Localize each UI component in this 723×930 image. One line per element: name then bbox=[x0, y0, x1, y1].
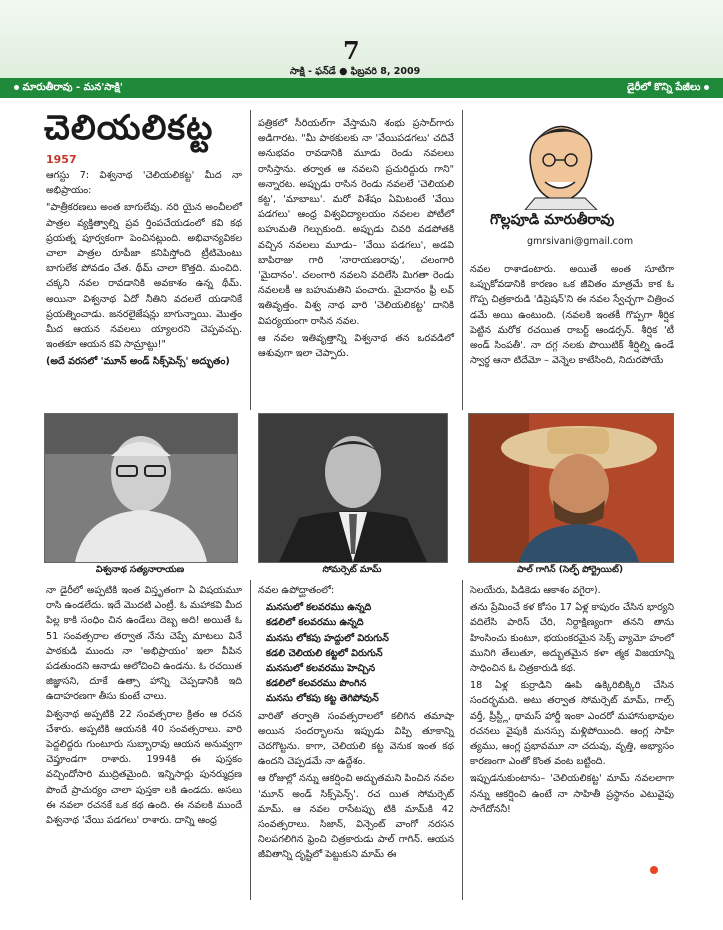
author-caricature bbox=[505, 112, 615, 210]
column-divider bbox=[462, 580, 463, 900]
poem-line: మనసు లోకపు హద్దులో విరుగున్ bbox=[266, 632, 389, 644]
column-1-top bbox=[46, 168, 242, 372]
column-divider bbox=[250, 110, 251, 410]
paragraph: నా డైరీలో అప్పటికి ఇంత విస్తృతంగా ఏ విషయమూ రాసి ఉండలేదు. ఇదే మొదటి ఎంట్రీ. ఓ మహాకవి మీద పిల్ల కాకి సంధిం చిన ఉండేలు దెబ్బ అది! అయితే ఓ 51 సంవత్సరాల తర్వాత నేను చెప్పే మాటలు వినే పాఠకుడి ముందు నా 'అభిప్రాయం' ఇలా వీపిన పడతుందని ఆనాడు ఆలోచించి ఉండను. ఓ రచయిత జిజ్ఞాసని, దూకే ఉత్సా హాన్ని చెప్పడానికి ఇది ఉదాహరణగా తీసు కుంటే చాలు. bbox=[46, 585, 242, 703]
portrait-viswanatha-image bbox=[45, 414, 237, 562]
photo-caption: పాల్ గాగిన్ (సెల్ఫ్ పోర్ట్రెయిట్) bbox=[516, 565, 624, 575]
poem-line: మనసులో కలవరము హెచ్చిన bbox=[266, 663, 376, 675]
portrait-maugham bbox=[258, 413, 448, 563]
paragraph: ఇప్పుడనుకుంటాను– 'చెలియలికట్ట' మామ్ నవలలాగా నన్ను ఆకర్షించి ఉంటే నా సాహితీ ప్రస్థానం ఎటువైపు సాగేదోననీ! bbox=[470, 773, 674, 815]
article-headline: చెలియలికట్ట bbox=[44, 108, 214, 148]
section-left-tag: మారుతీరావు - మన'సాక్షి' bbox=[14, 81, 123, 95]
paragraph: "పాత్రీకరణలు అంత బాగులేవు. నరి యైన అంచీలలో పాత్రల వ్యక్తిత్వాల్ని ప్రవ ర్తింపచేయడంలో కవి కథ ప్రయత్న పూర్వకంగా పెంచినట్లుంది. అభివాన్యవికల చాలా పాత్రల రూపీజా కనిపిస్తోంది ట్రీటిమెంటు బాగులేక పోవడం చేత. థీమ్ చాలా కొత్తది. మంచిది. చక్కని నవల రావడానికి అవకాశం ఉన్న థీమ్. అయినా విశ్వనాథ ఏదో నీతిని వదలలే యడానికే ప్రయత్నించాడు. జనరలైజేషన్లు బాగున్నాయి. మొత్తం మీద ఆయన నవలలు య్యాలరని చెప్పవచ్చు. ఇంతకూ ఆయన కవి సామ్రాట్టు!" bbox=[46, 202, 242, 351]
bullet-icon bbox=[704, 85, 709, 90]
paragraph: తను ప్రేమించే కళ కోసం 17 ఏళ్ల కాపురం చేసిన భార్యని వదిలేసి పారిస్ చేరి, నిర్దాక్షిణ్యంగా తనని తాను హింసించు కుంటూ, భయంకరమైన సెక్స్ వ్యామో హంలో మునిగి తేలుతూ, అద్భుతమైన కళా త్మక విజయాన్ని సాధించిన ఓ చిత్రకారుడి కథ. bbox=[470, 602, 674, 675]
dateline: సాక్షి - ఫన్‌డే ● ఫిబ్రవరి 8, 2009 bbox=[290, 66, 421, 77]
photo-caption: సోమర్సెట్ మామ్ bbox=[322, 565, 382, 575]
paragraph: ఆగస్టు 7: విశ్వనాథ 'చెలియలికట్ట' మీద నా అభిప్రాయం: bbox=[46, 170, 242, 197]
end-mark-icon bbox=[650, 866, 658, 874]
paragraph: వారితో తర్వాతి సంవత్సరాలలో కలిగిన తమాషా అయిన సందర్భాలను ఇప్పుడు విప్పి తూకాన్ని చెదగొట్టను. కాగా, చెలియలి కట్ట వెనుక ఇంత కథ ఉందని చెప్పడమే నా ఉద్దేశం. bbox=[258, 710, 454, 768]
poem-line: కడలిలో కలవరము ఉన్నది bbox=[266, 617, 364, 629]
section-right-tag: డైరీలో కొన్ని పేజీలు bbox=[627, 81, 709, 95]
poem-block bbox=[258, 600, 454, 706]
column-3-bottom bbox=[470, 583, 674, 819]
photo-caption: విశ్వనాథ సత్యనారాయణ bbox=[95, 565, 185, 575]
column-divider bbox=[250, 580, 251, 900]
poem-line: కడలి చెలియలి కట్టలో విరుగున్ bbox=[266, 647, 383, 659]
poem-line: మనసులో కలవరము ఉన్నది bbox=[266, 602, 372, 614]
paragraph: నవల రాశాడంటారు. అయితే అంత సూటిగా ఒప్పుకోవడానికి కారణం ఒక జీవితం మాత్రమే కాక ఓ గొప్ప చిత్రకారుడి 'డిప్రెషన్'ని ఈ నవల స్వేచ్ఛగా చిత్రించ డమే అయి ఉంటుంది. (నవలకి ఇంతకీ గొప్పగా శీర్షిక పెట్టిన మరోక రచయిత రాబర్ట్ ఆండర్సన్. శీర్షిక 'టీ అండ్ సింపతీ'. నా దగ్గ నలకు పొయిటిక్ శీర్షిల్ని ఉండే స్వార్థ ఆనా టిదేమో – వెన్నెల కాటేసింది, నిదురపోయే bbox=[470, 264, 674, 367]
paragraph: ఆ నవల ఇతివృత్తాన్ని విశ్వనాథ తన ఒరవడిలో ఆశువుగా ఇలా చెప్పారు. bbox=[258, 332, 454, 360]
paragraph: సెలయేరు, పిడికెడు ఆకాశం వగైరా). bbox=[470, 585, 601, 596]
page-number: 7 bbox=[343, 36, 360, 65]
paragraph: ఆ రోజుల్లో నన్ను ఆకర్షించి అద్భుతమని పించిన నవల 'మూన్ అండ్ సిక్స్‌పెన్స్'. రచ యిత సోమర్సెట్ మామ్. ఆ నవల రాసేటప్పు టికి మామ్‌కి 42 సంవత్సరాలు. సిజాన్, విన్సెంట్ వాంగో నరసన నిలపగలిగిన ఫ్రెంచి చిత్రకారుడు పాల్ గాగిన్. ఆయన జీవితాన్ని దృష్టిలో పెట్టుకుని మామ్ ఈ bbox=[258, 773, 454, 861]
diary-year: 1957 bbox=[46, 153, 77, 166]
column-2-top bbox=[258, 116, 454, 363]
paragraph: పత్రికలో సీరియల్‌గా వేస్తామని శంభు ప్రసాద్‌గారు అడిగారట. "మీ పాఠకులకు నా 'వేయిపడగలు' చదివే అనుభవం రావడానికి మూడు రెండు నవలలు రాసిస్తాను. తర్వాత ఆ నవలని ప్రచురిద్దురు గాని" అన్నారట. అప్పుడు రాసిన రెండు నవలలే 'చెలియలి కట్ట', 'మాబాబు'. మరో విశేషం ఏమిటంటే 'వేయి పడగలు' ఆంధ్ర విశ్వవిద్యాలయం నవలల పోటీలో బహుమతి గెల్చుకుంది. అప్పుడు చివరి వడపోతకి వచ్చిన నవలలు మూడు– 'వేయి పడగలు', అడవి బాపిరాజు గారి 'నారాయణరావు', చలంగారి 'మైదానం'. చలంగారి నవలని వదిలేసి మిగతా రెండు నవలలకీ ఆ బహుమతిని పంచారు. మైదానం ఫ్రీ లవ్ ఇతివృత్తం. విశ్వ నాథ వారి 'చెలియలికట్ట' దానికి విపర్యయంగా రాసిన నవల. bbox=[258, 118, 454, 327]
portrait-gauguin bbox=[468, 413, 674, 563]
portrait-gauguin-image bbox=[469, 414, 673, 562]
author-byline: గొల్లపూడి మారుతీరావు bbox=[490, 212, 615, 228]
column-3-top bbox=[470, 262, 674, 370]
author-email[interactable]: gmrsivani@gmail.com bbox=[527, 236, 634, 247]
poem-line: మనసు లోకపు కట్ట తెగిపోవున్ bbox=[266, 693, 379, 705]
column-1-bottom bbox=[46, 583, 242, 830]
portrait-maugham-image bbox=[259, 414, 447, 562]
poem-line: కడలిలో కలవరము పొంగిన bbox=[266, 678, 367, 690]
paragraph: 18 ఏళ్ల కుర్రాడిని ఊపి ఉక్కిరిబిక్కిరి చేసిన సందర్భమది. అటు తర్వాత సోమర్సెట్ మామ్, గాల్స్ వర్తీ, ప్రీస్ట్లీ, థామస్ హార్డీ ఇంకా ఎందరో మహానుభావుల రచనలు వైపుకి మనస్సు మళ్లిపోయింది. ఆంగ్ల సాహి త్యము, ఆంగ్ల ప్రభావమూ నా చదువు, వృత్తి, అభ్యాసం కారణంగా ఎంతో కొంత వంట బట్టింది. bbox=[470, 680, 674, 768]
poem-intro: నవల ఉపోద్ఘాతంలో: bbox=[258, 585, 335, 596]
paragraph: విశ్వనాథ అప్పటికి 22 సంవత్సరాల క్రితం ఆ రచన చేశారు. అప్పటికి ఆయనకి 40 సంవత్సరాలు. వారి పెద్దలిద్దరు గుంటూరు సుబ్బారావు ఆయన అనువ్వగా చెప్తూండగా రాశారు. 1994కి ఈ పుస్తకం వచ్చిందోసారి ముద్రితమైంది. ఇన్నిసార్లు పునర్ముద్రణ పొందే ప్రాచుర్యం చాలా పుస్తకా లకి ఉండదు. అసలు ఈ నవలా రచనకే ఒక కథ ఉంది. ఈ నవలకి ముందే విశ్వనాథ 'వేయి పడగలు' రాశారు. దాన్ని ఆంధ్ర bbox=[46, 708, 242, 827]
paragraph: (అదే వరసలో 'మూన్ అండ్ సిక్స్‌పెన్స్' అద్భుతం) bbox=[46, 356, 230, 368]
column-divider bbox=[462, 110, 463, 410]
bullet-icon bbox=[14, 85, 19, 90]
column-2-bottom bbox=[258, 583, 454, 865]
portrait-viswanatha bbox=[44, 413, 238, 563]
section-bar bbox=[0, 78, 723, 98]
